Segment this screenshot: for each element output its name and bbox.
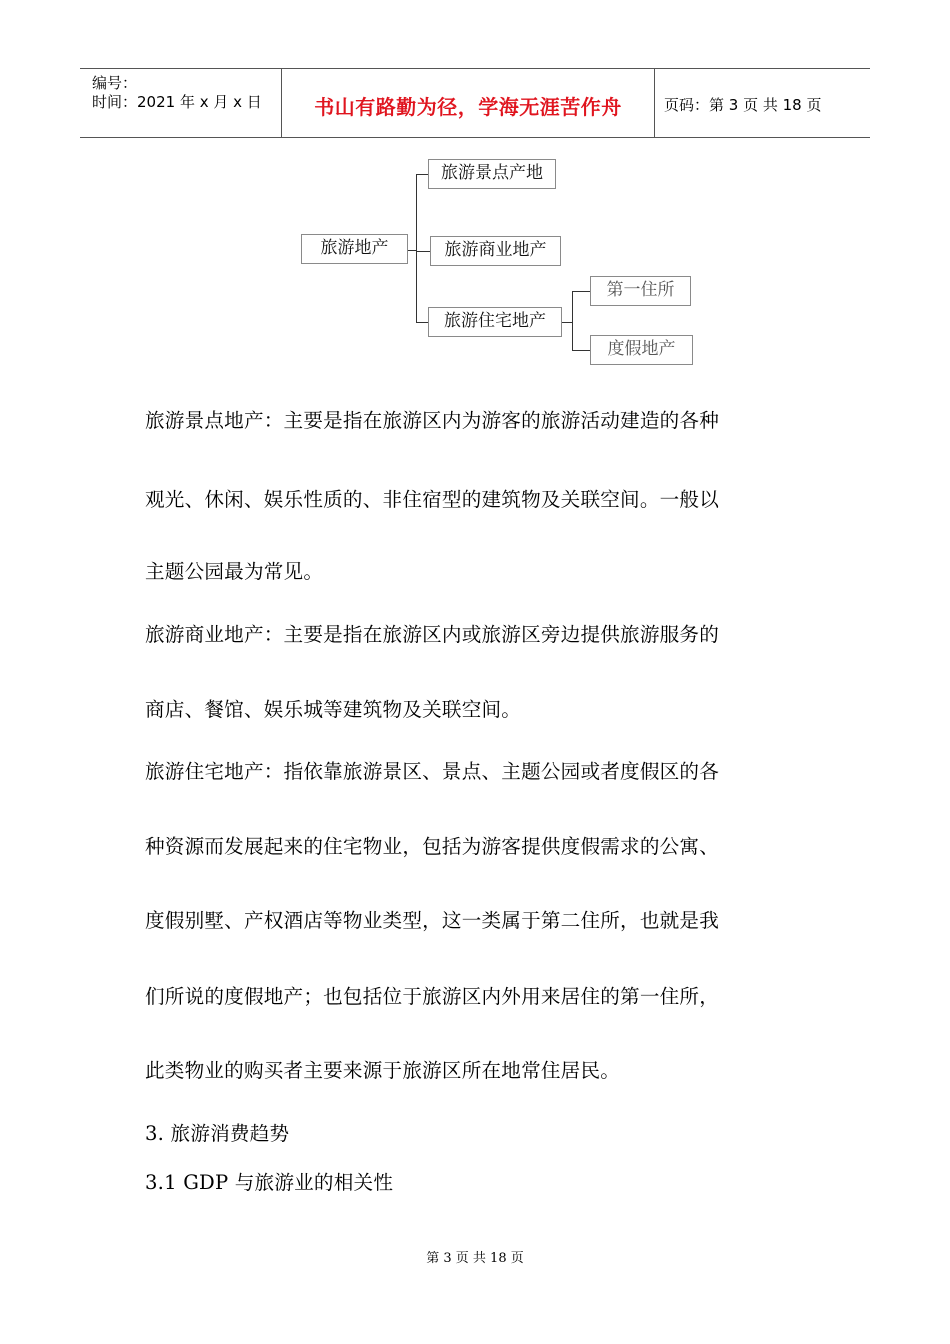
connector-root [408,250,416,251]
tourism-real-estate-diagram [0,0,950,380]
body-line: 主题公园最为常见。 [145,560,324,583]
connector-sub-2 [572,350,590,351]
body-line: 观光、休闲、娱乐性质的、非住宿型的建筑物及关联空间。一般以 [145,488,720,511]
body-line: 度假别墅、产权酒店等物业类型，这一类属于第二住所，也就是我 [145,909,720,932]
section-heading: 3. 旅游消费趋势 [145,1122,290,1145]
body-line: 们所说的度假地产；也包括位于旅游区内外用来居住的第一住所， [145,985,720,1008]
connector-branch-1 [416,174,428,175]
connector-branch-2 [416,251,430,252]
connector-sub-root [562,322,572,323]
subsection-heading: 3.1 GDP 与旅游业的相关性 [145,1171,394,1194]
page-footer: 第 3 页 共 18 页 [426,1251,524,1266]
connector-sub-trunk [572,291,573,351]
body-line: 旅游商业地产：主要是指在旅游区内或旅游区旁边提供旅游服务的 [145,623,720,646]
body-line: 此类物业的购买者主要来源于旅游区所在地常住居民。 [145,1059,621,1082]
body-line: 旅游景点地产：主要是指在旅游区内为游客的旅游活动建造的各种 [145,409,720,432]
body-line: 旅游住宅地产：指依靠旅游景区、景点、主题公园或者度假区的各 [145,760,720,783]
document-date-label: 时间：2021 年 x 月 x 日 [92,93,262,111]
body-line: 商店、餐馆、娱乐城等建筑物及关联空间。 [145,698,522,721]
connector-trunk [416,174,417,322]
header-motto: 书山有路勤为径，学海无涯苦作舟 [314,95,622,119]
connector-sub-1 [572,291,590,292]
diagram-sub-box-2: 度假地产 [590,335,693,365]
document-number-label: 编号： [92,74,138,92]
diagram-root-box: 旅游地产 [301,234,408,264]
diagram-sub-box-1: 第一住所 [590,276,691,306]
diagram-branch-box-2: 旅游商业地产 [430,236,561,266]
diagram-branch-box-3: 旅游住宅地产 [428,307,562,337]
header-page-info: 页码：第 3 页 共 18 页 [664,96,822,114]
body-line: 种资源而发展起来的住宅物业，包括为游客提供度假需求的公寓、 [145,835,720,858]
diagram-branch-box-1: 旅游景点产地 [428,159,556,189]
